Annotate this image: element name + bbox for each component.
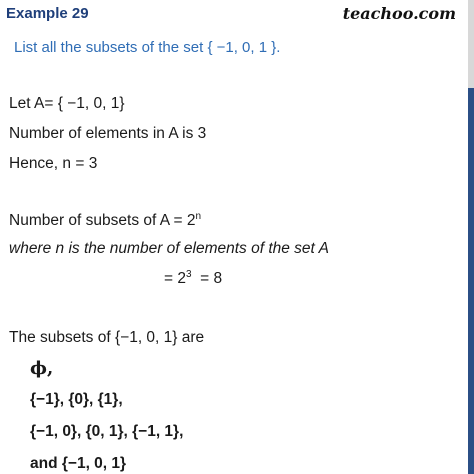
equation-result xyxy=(164,268,223,287)
equation-suffix: = 8 xyxy=(191,270,223,287)
full-set-line: and {−1, 0, 1} xyxy=(30,455,127,472)
subset-count-prefix: Number of subsets of A = 2 xyxy=(9,212,196,229)
pair-subsets: {−1, 0}, {0, 1}, {−1, 1}, xyxy=(30,423,184,440)
element-count-line: Number of elements in A is 3 xyxy=(9,125,207,142)
scrollbar-thumb[interactable] xyxy=(468,88,474,474)
let-set-line: Let A= { −1, 0, 1} xyxy=(9,95,125,112)
equation-exponent: 3 xyxy=(185,268,192,280)
question-text: List all the subsets of the set { −1, 0, 1 }. xyxy=(14,39,281,56)
subset-count-formula xyxy=(9,210,202,229)
hence-line: Hence, n = 3 xyxy=(9,155,98,172)
subset-count-exponent: n xyxy=(195,210,202,222)
singleton-subsets: {−1}, {0}, {1}, xyxy=(30,391,123,408)
brand-logo: teachoo.com xyxy=(342,4,456,23)
empty-set-line: ϕ, xyxy=(30,358,54,379)
equation-prefix: = 2 xyxy=(164,270,186,287)
where-line: where n is the number of elements of the set A xyxy=(9,240,329,257)
example-heading: Example 29 xyxy=(6,5,89,22)
subsets-intro: The subsets of {−1, 0, 1} are xyxy=(9,329,205,346)
